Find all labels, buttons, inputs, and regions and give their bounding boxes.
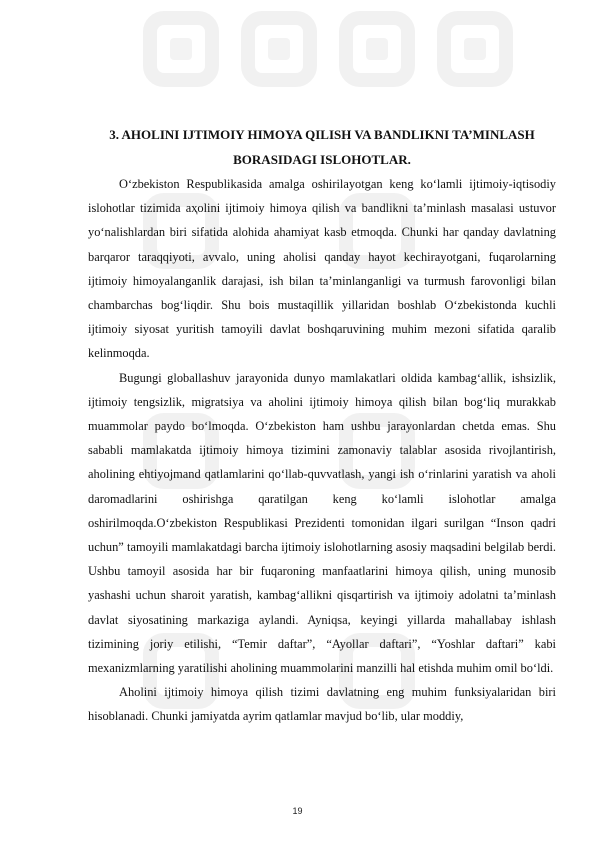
- paragraph-3: Aholini ijtimoiy himoya qilish tizimi davlatning eng muhim funksiyalaridan biri hisoblanadi. Chunki jamiyatda ayrim qatlamlar mavjud bo‘lib, ular moddiy,: [88, 685, 556, 724]
- section-heading-line-2: BORASIDAGI ISLOHOTLAR.: [233, 152, 411, 167]
- paragraph-1: O‘zbekiston Respublikasida amalga oshirilayotgan keng ko‘lamli ijtimoiy-iqtisodiy islohotlar tizimida aҳolini ijtimoiy himoya qilish va bandlikni ta’minlash masalasi ustuvor yo‘nalishlardan biri sifatida alohida ahamiyat kasb etmoqda. Chunki har qanday davlatning barqaror taraqqiyoti, avvalo, uning aholisi qanday hayot kechirayotgani, fuqarolarning ijtimoiy himoyalanganlik darajasi, ish bilan ta’minlanganligi va turmush farovonligi bilan chambarchas bog‘liqdir. Shu bois mustaqillik yillaridan boshlab O‘zbekistonda kuchli ijtimoiy siyosat yuritish tamoyili davlat boshqaruvining muhim mezoni sifatida qaralib kelinmoqda.: [88, 177, 556, 361]
- section-heading-line-1: 3. AHOLINI IJTIMOIY HIMOYA QILISH VA BANDLIKNI TA’MINLASH: [109, 127, 535, 142]
- paragraph-2: Bugungi globallashuv jarayonida dunyo mamlakatlari oldida kambag‘allik, ishsizlik, ijtimoiy tengsizlik, migratsiya va aholini ijtimoiy himoya qilish bilan bog‘liq murakkab muammolar paydo bo‘lmoqda. O‘zbekiston ham ushbu jarayonlardan chetda emas. Shu sababli mamlakatda ijtimoiy himoya tizimini zamonaviy talablar asosida rivojlantirish, aholining ehtiyojmand qatlamlarini qo‘llab-quvvatlash, yangi ish o‘rinlarini yaratish va aholi daromadlarini oshirishga qaratilgan keng ko‘lamli islohotlar amalga oshirilmoqda.O‘zbekiston Respublikasi Prezidenti tomonidan ilgari surilgan “Inson qadri uchun” tamoyili mamlakatdagi barcha ijtimoiy islohotlarning asosiy maqsadini belgilab berdi. Ushbu tamoyil asosida har bir fuqaroning manfaatlarini himoya qilish, uning munosib yashashi uchun sharoit yaratish, kambag‘allikni qisqartirish va ijtimoiy adolatni ta’minlash davlat siyosatining markaziga aylandi. Ayniqsa, keyingi yillarda mahallabay ishlash tizimining joriy etilishi, “Temir daftar”, “Ayollar daftari”, “Yoshlar daftari” kabi mexanizmlarning yaratilishi aholining muammolarini manzilli hal etishda muhim omil bo‘ldi.: [88, 370, 556, 676]
- page-body: [88, 122, 556, 729]
- page-number: 19: [292, 806, 303, 816]
